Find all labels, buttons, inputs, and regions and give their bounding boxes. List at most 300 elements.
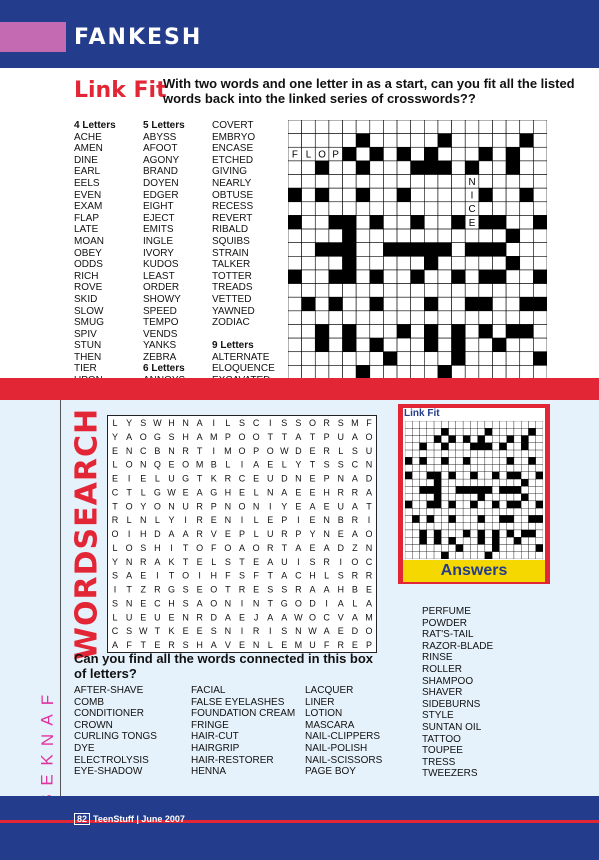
grid-cell bbox=[533, 311, 547, 325]
grid-cell bbox=[441, 501, 448, 508]
black-cell bbox=[405, 501, 412, 508]
black-cell bbox=[465, 243, 479, 257]
grid-cell bbox=[397, 229, 411, 243]
grid-cell bbox=[438, 147, 452, 161]
grid-cell bbox=[507, 443, 514, 450]
black-cell bbox=[449, 501, 456, 508]
black-cell bbox=[533, 215, 547, 229]
grid-cell bbox=[411, 338, 425, 352]
black-cell bbox=[506, 161, 520, 175]
wordsearch-letter: A bbox=[196, 417, 203, 428]
grid-cell bbox=[370, 161, 384, 175]
grid-cell bbox=[405, 428, 412, 435]
grid-cell bbox=[463, 501, 470, 508]
grid-cell bbox=[536, 457, 543, 464]
word-item: RAT'S-TAIL bbox=[422, 629, 474, 641]
wordsearch-letter: O bbox=[294, 598, 302, 609]
grid-cell bbox=[288, 243, 302, 257]
grid-cell bbox=[452, 243, 466, 257]
grid-cell bbox=[420, 465, 427, 472]
wordsearch-letter: E bbox=[196, 626, 203, 637]
grid-cell bbox=[470, 552, 477, 559]
grid-cell bbox=[412, 530, 419, 537]
grid-cell bbox=[441, 421, 448, 428]
grid-cell bbox=[438, 120, 452, 134]
wordsearch-letter: A bbox=[309, 501, 316, 512]
word-item: EYE-SHADOW bbox=[74, 766, 143, 778]
wordsearch-letter: P bbox=[253, 445, 260, 456]
grid-cell bbox=[441, 472, 448, 479]
wordsearch-letter: V bbox=[224, 640, 231, 651]
wordsearch-letter: S bbox=[112, 570, 119, 581]
wordsearch-letter: R bbox=[182, 445, 189, 456]
crossword-grid bbox=[288, 120, 547, 379]
grid-cell bbox=[506, 311, 520, 325]
wordsearch-letter: L bbox=[112, 542, 118, 553]
grid-cell bbox=[302, 120, 316, 134]
wordsearch-letter: T bbox=[196, 445, 203, 456]
grid-cell bbox=[434, 515, 441, 522]
black-cell bbox=[463, 436, 470, 443]
grid-cell bbox=[420, 421, 427, 428]
wordsearch-letter: A bbox=[365, 487, 372, 498]
grid-cell bbox=[478, 428, 485, 435]
wordsearch-letter: A bbox=[267, 612, 274, 623]
black-cell bbox=[499, 486, 506, 493]
wordsearch-letter: E bbox=[337, 529, 344, 540]
grid-cell bbox=[452, 229, 466, 243]
grid-cell bbox=[492, 147, 506, 161]
grid-cell bbox=[411, 229, 425, 243]
wordsearch-letter: Y bbox=[295, 459, 302, 470]
grid-cell bbox=[485, 479, 492, 486]
grid-cell bbox=[449, 428, 456, 435]
grid-cell bbox=[315, 229, 329, 243]
grid-cell bbox=[397, 338, 411, 352]
word-item: EJECT bbox=[143, 212, 175, 224]
wordsearch-letter: E bbox=[154, 640, 161, 651]
wordsearch-letter: S bbox=[238, 417, 246, 428]
wordsearch-letter: S bbox=[182, 640, 189, 651]
grid-cell bbox=[434, 544, 441, 551]
wordsearch-letter: R bbox=[351, 515, 359, 526]
wordsearch-letter: I bbox=[297, 556, 300, 567]
grid-cell bbox=[465, 229, 479, 243]
black-cell bbox=[424, 338, 438, 352]
grid-cell bbox=[412, 544, 419, 551]
grid-cell bbox=[302, 215, 316, 229]
grid-cell bbox=[302, 256, 316, 270]
black-cell bbox=[343, 256, 357, 270]
grid-cell bbox=[492, 324, 506, 338]
grid-cell bbox=[434, 450, 441, 457]
word-item: FRINGE bbox=[191, 719, 229, 731]
wordsearch-letter: C bbox=[252, 417, 260, 428]
grid-cell bbox=[499, 421, 506, 428]
grid-cell bbox=[288, 284, 302, 298]
grid-cell bbox=[420, 436, 427, 443]
grid-cell bbox=[499, 428, 506, 435]
black-cell bbox=[343, 338, 357, 352]
wordsearch-letter: A bbox=[224, 612, 231, 623]
grid-cell bbox=[370, 284, 384, 298]
grid-cell bbox=[302, 188, 316, 202]
word-item: TIER bbox=[74, 363, 97, 375]
grid-cell bbox=[514, 494, 521, 501]
grid-cell bbox=[329, 188, 343, 202]
grid-cell bbox=[470, 544, 477, 551]
black-cell bbox=[370, 270, 384, 284]
wordsearch-letter: E bbox=[253, 556, 260, 567]
wordsearch-letter: O bbox=[182, 570, 190, 581]
grid-cell bbox=[329, 311, 343, 325]
wordsearch-letter: R bbox=[281, 529, 288, 540]
black-cell bbox=[315, 338, 329, 352]
word-item: 6 Letters bbox=[143, 363, 185, 375]
black-cell bbox=[424, 324, 438, 338]
wordsearch-letter: O bbox=[210, 598, 218, 609]
black-cell bbox=[411, 270, 425, 284]
wordsearch-letter: T bbox=[267, 598, 273, 609]
word-item: EXAM bbox=[74, 201, 103, 213]
grid-cell bbox=[528, 494, 535, 501]
grid-cell bbox=[478, 472, 485, 479]
word-item: STUN bbox=[74, 340, 102, 352]
grid-cell bbox=[528, 472, 535, 479]
black-cell bbox=[528, 515, 535, 522]
word-item: ROLLER bbox=[422, 663, 463, 675]
grid-cell bbox=[343, 161, 357, 175]
wordsearch-letter: N bbox=[365, 542, 373, 553]
grid-cell bbox=[420, 544, 427, 551]
grid-cell bbox=[521, 544, 528, 551]
footer-bar bbox=[0, 796, 599, 860]
grid-cell bbox=[499, 552, 506, 559]
grid-cell bbox=[383, 134, 397, 148]
wordsearch-letter: S bbox=[126, 626, 133, 637]
black-cell bbox=[456, 544, 463, 551]
grid-cell bbox=[492, 365, 506, 379]
black-cell bbox=[492, 472, 499, 479]
grid-cell bbox=[441, 494, 448, 501]
grid-cell bbox=[463, 544, 470, 551]
grid-cell bbox=[356, 338, 370, 352]
wordsearch-letter: U bbox=[182, 501, 189, 512]
grid-cell bbox=[533, 284, 547, 298]
wordsearch-letter: S bbox=[323, 459, 330, 470]
grid-cell bbox=[441, 537, 448, 544]
grid-cell bbox=[315, 284, 329, 298]
wordsearch-letter: L bbox=[352, 598, 358, 609]
word-item: RIBALD bbox=[212, 224, 249, 236]
grid-cell bbox=[288, 338, 302, 352]
wordsearch-letter: N bbox=[323, 529, 330, 540]
grid-cell bbox=[438, 256, 452, 270]
wordsearch-letter: C bbox=[238, 473, 246, 484]
black-cell bbox=[427, 472, 434, 479]
wordsearch-letter: C bbox=[365, 556, 373, 567]
word-item: ENCASE bbox=[212, 143, 254, 155]
black-cell bbox=[329, 297, 343, 311]
grid-cell bbox=[452, 202, 466, 216]
grid-cell bbox=[420, 515, 427, 522]
grid-cell bbox=[449, 457, 456, 464]
wordsearch-letter: R bbox=[196, 612, 203, 623]
wordsearch-letter: L bbox=[140, 487, 146, 498]
grid-cell bbox=[528, 479, 535, 486]
grid-cell bbox=[356, 311, 370, 325]
wordsearch-letter: A bbox=[351, 431, 358, 442]
wordsearch-letter: A bbox=[182, 529, 189, 540]
grid-cell bbox=[383, 202, 397, 216]
grid-cell bbox=[479, 134, 493, 148]
grid-cell bbox=[470, 508, 477, 515]
grid-cell bbox=[499, 501, 506, 508]
black-cell bbox=[405, 472, 412, 479]
grid-cell bbox=[465, 352, 479, 366]
wordsearch-letter: N bbox=[224, 515, 232, 526]
grid-cell bbox=[397, 134, 411, 148]
grid-cell bbox=[427, 428, 434, 435]
grid-cell bbox=[456, 479, 463, 486]
word-item: HAIRGRIP bbox=[191, 742, 240, 754]
grid-cell bbox=[411, 175, 425, 189]
grid-cell bbox=[536, 479, 543, 486]
grid-cell bbox=[397, 175, 411, 189]
wordsearch-letter: O bbox=[224, 542, 232, 553]
black-cell bbox=[492, 530, 499, 537]
grid-cell bbox=[452, 161, 466, 175]
grid-cell bbox=[506, 120, 520, 134]
grid-cell bbox=[463, 552, 470, 559]
word-item: TOUPEE bbox=[422, 745, 463, 757]
grid-cell bbox=[370, 188, 384, 202]
wordsearch-letter: E bbox=[210, 515, 217, 526]
wordsearch-letter: Y bbox=[281, 501, 288, 512]
wordsearch-letter: R bbox=[351, 487, 359, 498]
wordsearch-letter: C bbox=[323, 612, 330, 623]
grid-cell bbox=[492, 436, 499, 443]
grid-cell bbox=[514, 544, 521, 551]
wordsearch-letter: E bbox=[224, 529, 231, 540]
grid-cell bbox=[288, 175, 302, 189]
wordsearch-letter: R bbox=[224, 473, 232, 484]
wordsearch-letter: G bbox=[153, 431, 161, 442]
grid-cell bbox=[485, 457, 492, 464]
grid-cell bbox=[507, 494, 514, 501]
wordsearch-letter: E bbox=[253, 584, 260, 595]
grid-cell bbox=[456, 465, 463, 472]
wordsearch-letter: N bbox=[224, 501, 232, 512]
wordsearch-letter: O bbox=[365, 529, 373, 540]
grid-letter: O bbox=[318, 149, 326, 161]
grid-cell bbox=[456, 457, 463, 464]
black-cell bbox=[434, 501, 441, 508]
grid-cell bbox=[315, 352, 329, 366]
black-cell bbox=[521, 494, 528, 501]
word-item: SMUG bbox=[74, 317, 104, 329]
wordsearch-letter: O bbox=[238, 445, 246, 456]
grid-cell bbox=[485, 508, 492, 515]
word-item: PERFUME bbox=[422, 606, 471, 617]
grid-cell bbox=[528, 508, 535, 515]
grid-cell bbox=[536, 443, 543, 450]
black-cell bbox=[288, 270, 302, 284]
word-item: AFOOT bbox=[143, 143, 178, 155]
word-item: LOTION bbox=[305, 708, 343, 720]
wordsearch-letter: Y bbox=[112, 556, 119, 567]
wordsearch-letter: H bbox=[140, 529, 147, 540]
grid-cell bbox=[506, 365, 520, 379]
black-cell bbox=[412, 515, 419, 522]
black-cell bbox=[329, 243, 343, 257]
grid-cell bbox=[479, 229, 493, 243]
grid-cell bbox=[383, 324, 397, 338]
grid-cell bbox=[463, 515, 470, 522]
word-item: TREADS bbox=[212, 282, 253, 294]
wordsearch-letter: A bbox=[196, 598, 203, 609]
word-item: TALKER bbox=[212, 259, 251, 271]
grid-cell bbox=[536, 530, 543, 537]
wordsearch-letter: A bbox=[337, 598, 344, 609]
black-cell bbox=[507, 515, 514, 522]
word-item: ROVE bbox=[74, 282, 103, 294]
grid-cell bbox=[452, 147, 466, 161]
grid-cell bbox=[412, 508, 419, 515]
wordsearch-letter: S bbox=[238, 570, 246, 581]
wordsearch-letter: N bbox=[125, 445, 133, 456]
wordsearch-letter: D bbox=[351, 626, 359, 637]
black-cell bbox=[370, 215, 384, 229]
grid-cell bbox=[356, 175, 370, 189]
wordsearch-letter: H bbox=[168, 598, 175, 609]
wordsearch-letter: P bbox=[210, 501, 217, 512]
black-cell bbox=[479, 297, 493, 311]
grid-cell bbox=[302, 365, 316, 379]
grid-cell bbox=[520, 256, 534, 270]
wordsearch-letter: F bbox=[253, 570, 259, 581]
wordsearch-letter: O bbox=[139, 431, 147, 442]
black-cell bbox=[533, 352, 547, 366]
grid-cell bbox=[506, 202, 520, 216]
wordsearch-letter: A bbox=[154, 556, 161, 567]
black-cell bbox=[356, 161, 370, 175]
wordsearch-letter: A bbox=[351, 612, 358, 623]
grid-cell bbox=[405, 465, 412, 472]
wordsearch-letter: I bbox=[240, 459, 244, 470]
black-cell bbox=[506, 229, 520, 243]
black-cell bbox=[470, 486, 477, 493]
grid-cell bbox=[427, 552, 434, 559]
wordsearch-letter: H bbox=[337, 584, 344, 595]
word-item: BRAND bbox=[143, 166, 179, 178]
black-cell bbox=[528, 428, 535, 435]
wordsearch-letter: P bbox=[295, 529, 302, 540]
grid-cell bbox=[506, 243, 520, 257]
wordsearch-wordlist-col4 bbox=[422, 606, 493, 780]
black-cell bbox=[507, 457, 514, 464]
grid-cell bbox=[329, 352, 343, 366]
wordsearch-letter: H bbox=[309, 570, 316, 581]
wordsearch-letter: N bbox=[266, 487, 274, 498]
grid-cell bbox=[507, 479, 514, 486]
grid-cell bbox=[397, 311, 411, 325]
word-item: DINE bbox=[74, 154, 98, 166]
word-item: GIVING bbox=[212, 166, 248, 178]
word-item: EMITS bbox=[143, 224, 174, 236]
grid-cell bbox=[302, 202, 316, 216]
wordsearch-letter: A bbox=[267, 556, 274, 567]
black-cell bbox=[506, 147, 520, 161]
grid-cell bbox=[465, 365, 479, 379]
grid-cell bbox=[434, 457, 441, 464]
wordsearch-wordlist-col2 bbox=[191, 685, 295, 778]
grid-cell bbox=[514, 443, 521, 450]
wordsearch-letter: N bbox=[168, 501, 175, 512]
black-cell bbox=[479, 324, 493, 338]
grid-cell bbox=[456, 508, 463, 515]
wordsearch-letter: L bbox=[253, 515, 259, 526]
grid-cell bbox=[465, 270, 479, 284]
wordsearch-letter: N bbox=[125, 556, 133, 567]
grid-cell bbox=[528, 537, 535, 544]
grid-cell bbox=[449, 421, 456, 428]
grid-cell bbox=[438, 202, 452, 216]
grid-cell bbox=[411, 324, 425, 338]
grid-cell bbox=[465, 324, 479, 338]
wordsearch-letter: N bbox=[295, 626, 302, 637]
wordsearch-letter: R bbox=[111, 515, 119, 526]
grid-cell bbox=[521, 472, 528, 479]
grid-cell bbox=[343, 284, 357, 298]
grid-cell bbox=[315, 134, 329, 148]
grid-cell bbox=[499, 544, 506, 551]
brand-title: FANKESH bbox=[74, 25, 203, 50]
wordsearch-letter: L bbox=[253, 487, 259, 498]
wordsearch-letter: M bbox=[210, 431, 218, 442]
grid-cell bbox=[427, 443, 434, 450]
black-cell bbox=[470, 443, 477, 450]
word-item: SUNTAN OIL bbox=[422, 721, 482, 733]
wordsearch-letter: W bbox=[280, 445, 289, 456]
black-cell bbox=[521, 443, 528, 450]
grid-cell bbox=[470, 537, 477, 544]
wordsearch-letter: A bbox=[253, 459, 260, 470]
grid-cell bbox=[533, 134, 547, 148]
margin-rule bbox=[60, 400, 61, 825]
black-cell bbox=[356, 134, 370, 148]
grid-cell bbox=[492, 229, 506, 243]
grid-cell bbox=[412, 443, 419, 450]
grid-cell bbox=[514, 523, 521, 530]
grid-cell bbox=[449, 479, 456, 486]
black-cell bbox=[405, 457, 412, 464]
wordsearch-letter: S bbox=[281, 626, 288, 637]
word-item: SHAMPOO bbox=[422, 675, 474, 687]
grid-cell bbox=[521, 523, 528, 530]
grid-cell bbox=[315, 175, 329, 189]
grid-cell bbox=[302, 134, 316, 148]
grid-cell bbox=[479, 161, 493, 175]
grid-cell bbox=[499, 472, 506, 479]
grid-cell bbox=[441, 508, 448, 515]
black-cell bbox=[479, 215, 493, 229]
wordsearch-letter: I bbox=[127, 529, 131, 540]
grid-cell bbox=[370, 324, 384, 338]
grid-cell bbox=[465, 120, 479, 134]
grid-cell bbox=[492, 443, 499, 450]
grid-cell bbox=[329, 365, 343, 379]
